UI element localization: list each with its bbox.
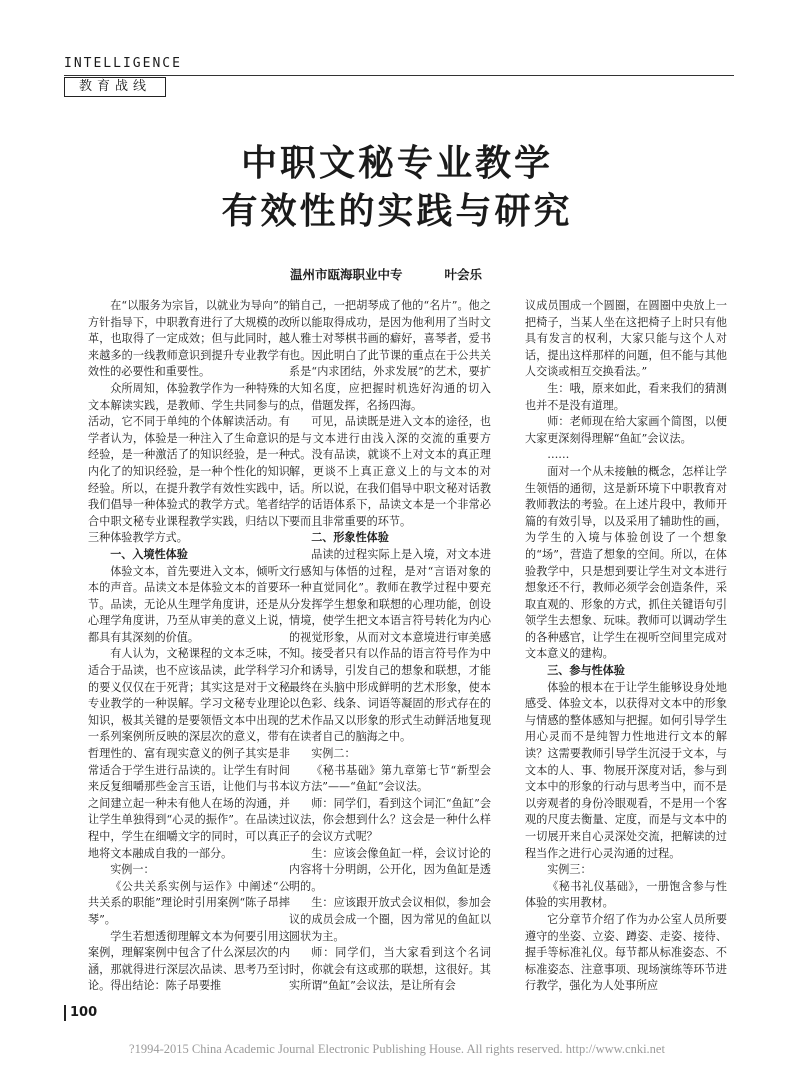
paragraph: 面对一个从未接触的概念，怎样让学生领悟的通彻，这是新环境下中职教育对教师教法的考验。在上述片段中，教师开篇的有效引导，以及采用了辅助性的画，为学生的入境与体验创设了一个想象的“场”，营造了想象的空间。所以，在体验教学中，只是想到要让学生对文本进行想象还不行，教师必须学会创造条件，采取直观的、形象的方式，抓住关键语句引领学生去想象、玩味。教师可以调动学生的各种感官，让学生在视听空间里完成对文本意义的建构。 <box>525 464 727 661</box>
header-rule <box>64 75 734 76</box>
paragraph: 师：同学们，看到这个词汇“鱼缸”会议法，你会想到什么？这会是一种什么样子的会议方式呢？ <box>289 796 491 843</box>
magazine-name: INTELLIGENCE <box>64 56 182 71</box>
paragraph: 可见，品读既是进入文本的途径，也是与文本进行由浅入深的交流的重要方式。没有品读，就谈不上对文本的真正理解，更谈不上真正意义上的与文本的对话。所以说，在我们倡导中职文秘对话教学的话语体系下，品读文本是一个非常必要而且非常重要的环节。 <box>289 415 491 528</box>
paragraph: 《秘书基础》第九章第七节“新型会议方法”——“鱼缸”会议法。 <box>289 763 491 794</box>
paragraph: 在“以服务为宗旨，以就业为导向”的方针指导下，中职教育进行了大规模的改革，也取得了一定成效；但与此同时，越来越多的一线教师意识到提升专业教学有效性的必要性和重要性。 <box>88 299 290 379</box>
author-affiliation: 温州市瓯海职业中专 <box>290 267 403 282</box>
paragraph: 生：应该会像鱼缸一样，会议讨论的内容将十分明朗，公开化，因为鱼缸是透明的。 <box>289 846 491 893</box>
byline <box>290 265 482 283</box>
paragraph: 体验文本，首先要进入文本，倾听文本的声音。品读文本是体验文本的首要环节。品读，无论从生理学角度讲，还是从心理学角度讲，乃至从审美的意义上说，都具有其深刻的价值。 <box>88 564 290 644</box>
paragraph: 师：老师现在给大家画个简图，以便大家更深刻得理解“鱼缸”会议法。 <box>525 415 727 445</box>
text-column-2 <box>289 298 491 995</box>
paragraph: 众所周知，体验教学作为一种特殊的文本解读实践，是教师、学生共同参与的活动，它不同于单纯的个体解读活动。有学者认为，体验是一种注入了生命意识的经验，是一种激活了的知识经验，是一种内化了的知识经验，是一种个性化的知识经验。所以，在提升教学有效性实践中，我们倡导一种体验式的教学方式。笔者结合中职文秘专业课程教学实践，归结以下三种体验教学方式。 <box>88 381 290 545</box>
paragraph: 师：同学们，当大家看到这个名词时，你就会有这或那的联想，这很好。其实所谓“鱼缸”会议法，是让所有会 <box>289 946 491 993</box>
paragraph: 实例三： <box>547 863 592 877</box>
section-label: 教育战线 <box>64 77 166 97</box>
section-heading: 一、入境性体验 <box>110 547 188 561</box>
paragraph: 议成员围成一个圆圈，在圆圈中央放上一把椅子，当某人坐在这把椅子上时只有他具有发言的权利，大家只能与这个人对话，提出这样那样的问题，但不能与其他人交谈或相互交换看法。” <box>525 299 727 379</box>
magazine-header <box>64 56 182 72</box>
section-heading: 三、参与性体验 <box>547 664 625 678</box>
paragraph: …… <box>547 448 570 462</box>
paragraph: 《公共关系实例与运作》中阐述“公共关系的职能”理论时引用案例“陈子昂摔琴”。 <box>88 879 290 926</box>
paragraph: 它分章节介绍了作为办公室人员所要遵守的坐姿、立姿、蹲姿、走姿、接待、握手等标准礼仪。每节都从标准姿态、不标准姿态、注意事项、现场演练等环节进行教学，强化为人处事所应 <box>525 912 727 993</box>
paragraph: 实例一： <box>110 863 155 877</box>
paragraph: 实例二： <box>311 747 356 761</box>
title-line-2: 有效性的实践与研究 <box>221 191 573 232</box>
author-name: 叶会乐 <box>444 267 483 282</box>
paragraph: 《秘书礼仪基础》，一册饱含参与性体验的实用教材。 <box>525 879 727 910</box>
paragraph: 体验的根本在于让学生能够设身处地感受、体验文本，以获得对文本中的形象与情感的整体感知与把握。如何引导学生用心灵而不是纯智力性地进行文本的解读？这需要教师引导学生沉浸于文本，与文本的人、事、物展开深度对话，参与到文本中的形象的行动与思考当中，而不是以旁观者的身份冷眼观看，不是用一个客观的尺度去衡量、定度，而是与文本中的一切展开来自心灵深处交流，把解读的过程当作之进行心灵沟通的过程。 <box>525 680 727 860</box>
paragraph: 学生若想透彻理解文本为何要引用这案例，理解案例中包含了什么深层次的内涵，那就得进行深层次品读、思考乃至讨论。得出结论：陈子昂要推 <box>88 929 290 993</box>
copyright-footer: ?1994-2015 China Academic Journal Electronic Publishing House. All rights reserved. http://www.cnki.net <box>129 1042 665 1056</box>
text-column-3 <box>525 298 727 995</box>
paragraph: 有人认为，文秘课程的文本乏味，不适合于品读，也不应该品读，此学科学习的要义仅仅在于死背；其实这是对于文秘专业教学的一种误解。学习文秘专业理论知识，极其关键的是要领悟文本中出现的一系列案例所反映的深层次的意义，带有哲理性的、富有现实意义的例子其实是非常适合于学生进行品读的。让学生有时间来反复细嚼那些金言玉语，让他们与书本之间建立起一种未有他人在场的沟通，并让学生单独得到“心灵的振作”。在品读过程中，学生在细嚼文字的同时，可以真正地将文本融成自我的一部分。 <box>88 647 290 860</box>
title-line-1: 中职文秘专业教学 <box>240 143 553 184</box>
paragraph: 生：哦，原来如此，看来我们的猜测也并不是没有道理。 <box>525 381 727 412</box>
article-title <box>0 140 794 236</box>
paragraph: 品读的过程实际上是入境，对文本进行感知与体悟的过程，是对“言语对象的一种直觉同化”。教师在教学过程中要充分发挥学生想象和联想的心理功能，创设情境，使学生把文本语言符号转化为内心的视觉形象，从而对文本意境进行审美感知。接受者只有以作品的语言符号作为中介和诱导，引发自己的想象和联想，才能最终在头脑中形成鲜明的艺术形象，使本以色彩、线条、词语等凝固的形式存在的艺术作品又以形象的形式生动鲜活地复现在读者自己的脑海之中。 <box>289 547 491 744</box>
paragraph: 销自己，一把胡琴成了他的“名片”。他之所以能取得成功，是因为他利用了当时文人雅士对琴棋书画的癖好，喜琴者，爱书也。因此明白了此节课的重点在于公共关系是“内求团结，外求发展”的艺术，要扩大知名度，应把握时机选好沟通的切入点，借题发挥，名扬四海。 <box>289 299 491 412</box>
paragraph: 生：应该跟开放式会议相似，参加会议的成员会成一个圈，因为常见的鱼缸以圆状为主。 <box>289 896 491 943</box>
text-column-1 <box>88 298 290 995</box>
section-heading: 二、形象性体验 <box>311 531 389 545</box>
page-number: 100 <box>64 1005 97 1021</box>
